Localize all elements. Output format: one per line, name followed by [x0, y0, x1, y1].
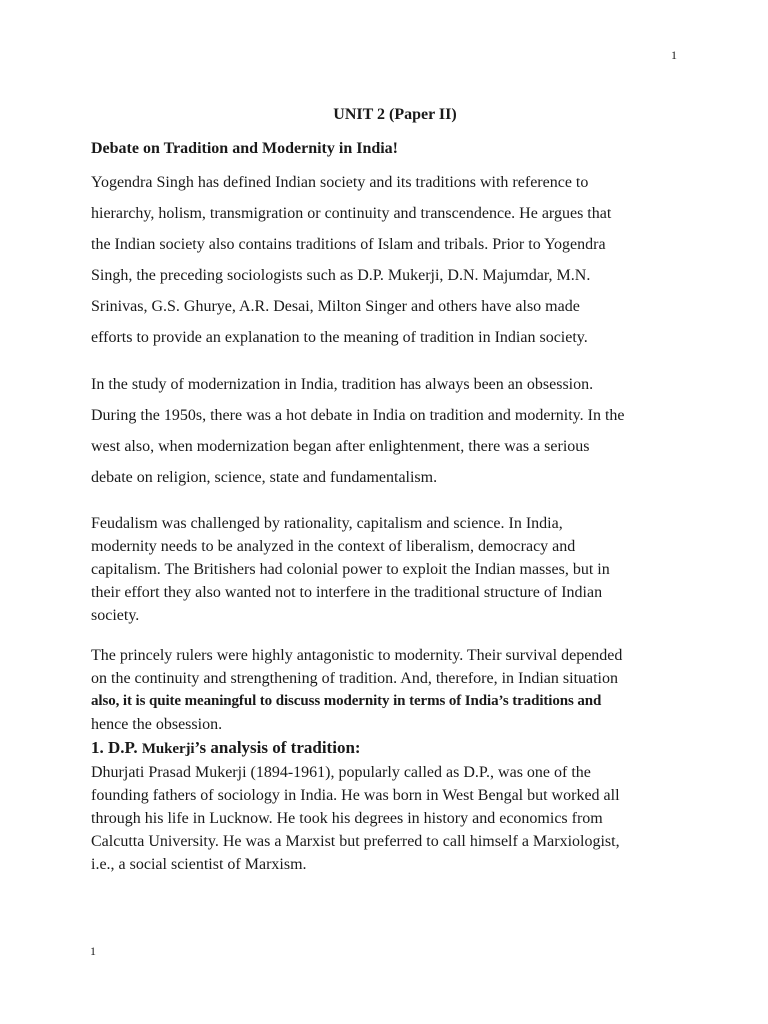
text-line: In the study of modernization in India, tradition has always been an obsession. — [91, 376, 594, 393]
text-line: efforts to provide an explanation to the meaning of tradition in Indian society. — [91, 329, 588, 346]
text-line: Srinivas, G.S. Ghurye, A.R. Desai, Milton Singer and others have also made — [91, 298, 580, 315]
text-line: west also, when modernization began after enlightenment, there was a serious — [91, 438, 590, 455]
section-heading-name: Mukerji — [141, 741, 195, 757]
text-line: hence the obsession. — [91, 716, 223, 733]
text-line: through his life in Lucknow. He took his degrees in history and economics from — [91, 810, 603, 827]
text-line: During the 1950s, there was a hot debate in India on tradition and modernity. In the — [91, 407, 625, 424]
paragraph-2 — [91, 369, 691, 493]
text-line: founding fathers of sociology in India. He was born in West Bengal but worked all — [91, 787, 620, 804]
unit-title: UNIT 2 (Paper II) — [333, 106, 457, 123]
text-line: Calcutta University. He was a Marxist but preferred to call himself a Marxiologist, — [91, 833, 620, 850]
emphasized-text-line: also, it is quite meaningful to discuss modernity in terms of India’s traditions and — [91, 693, 602, 709]
text-line: Singh, the preceding sociologists such as D.P. Mukerji, D.N. Majumdar, M.N. — [91, 267, 591, 284]
text-line: The princely rulers were highly antagonistic to modernity. Their survival depended — [91, 647, 623, 664]
section-1-paragraph — [91, 761, 691, 876]
text-line: on the continuity and strengthening of tradition. And, therefore, in Indian situation — [91, 670, 618, 687]
page-number-top: 1 — [671, 48, 677, 62]
section-heading-prefix: 1. D.P. — [91, 738, 142, 757]
text-line: the Indian society also contains traditions of Islam and tribals. Prior to Yogendra — [91, 236, 606, 253]
paragraph-3 — [91, 512, 691, 627]
section-heading-suffix: ’s analysis of tradition: — [194, 738, 361, 757]
text-line: modernity needs to be analyzed in the context of liberalism, democracy and — [91, 538, 576, 555]
text-line: capitalism. The Britishers had colonial power to exploit the Indian masses, but in — [91, 561, 610, 578]
section-heading — [91, 736, 691, 761]
text-line: Yogendra Singh has defined Indian society and its traditions with reference to — [91, 174, 589, 191]
paragraph-4 — [91, 644, 691, 736]
text-line: i.e., a social scientist of Marxism. — [91, 856, 307, 873]
text-line: society. — [91, 607, 140, 624]
document-body — [91, 103, 691, 876]
text-line: Dhurjati Prasad Mukerji (1894-1961), popularly called as D.P., was one of the — [91, 764, 591, 781]
main-title: Debate on Tradition and Modernity in India! — [91, 140, 399, 157]
paragraph-1 — [91, 167, 691, 353]
text-line: their effort they also wanted not to interfere in the traditional structure of Indian — [91, 584, 603, 601]
text-line: debate on religion, science, state and fundamentalism. — [91, 469, 438, 486]
text-line: Feudalism was challenged by rationality, capitalism and science. In India, — [91, 515, 563, 532]
text-line: hierarchy, holism, transmigration or continuity and transcendence. He argues that — [91, 205, 612, 222]
page-number-bottom: 1 — [90, 944, 96, 958]
